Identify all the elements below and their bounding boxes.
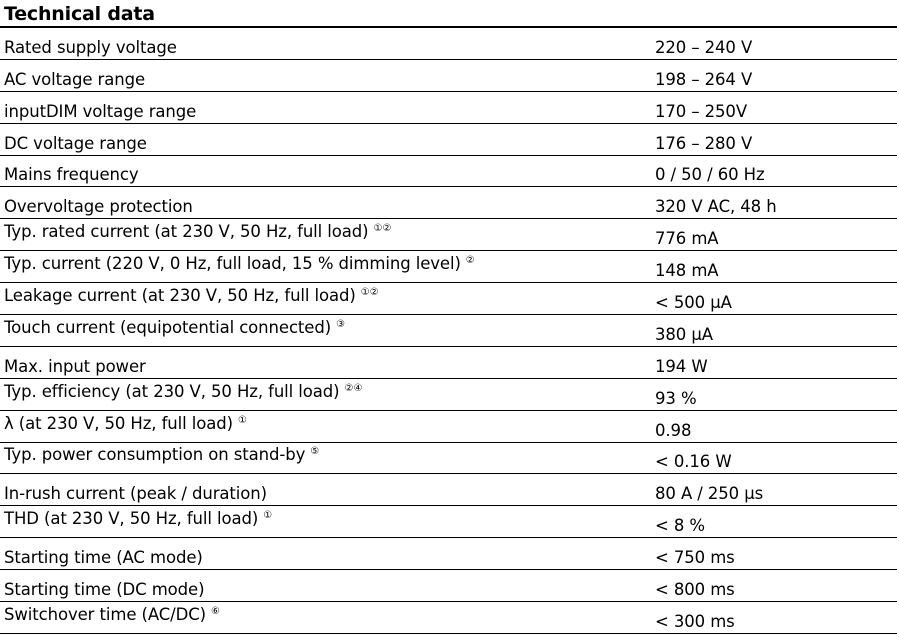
row-label-text: Rated supply voltage [4,37,177,57]
row-label [4,357,146,377]
table-row [0,443,897,475]
footnote-marker: ⑤ [310,446,320,458]
row-value: 80 A / 250 µs [655,484,764,504]
row-value: 320 V AC, 48 h [655,197,777,217]
row-label [4,165,139,185]
row-label [4,70,145,90]
row-label [4,484,267,504]
row-label [4,219,391,242]
footnote-marker: ③ [336,318,346,330]
row-label-text: Typ. efficiency (at 230 V, 50 Hz, full load) [4,381,340,401]
table-row [0,379,897,411]
row-label-text: Mains frequency [4,165,139,185]
row-value: < 500 µA [655,293,732,313]
row-label [4,602,220,625]
row-value: < 300 ms [655,611,735,631]
table-row [0,315,897,347]
table-row [0,60,897,92]
row-label-text: Max. input power [4,356,146,376]
row-label-text: Typ. power consumption on stand-by [4,445,306,465]
row-label [4,548,203,568]
row-label-text: AC voltage range [4,69,146,89]
table-row [0,602,897,634]
section-title: Technical data [4,3,155,25]
row-value: 0 / 50 / 60 Hz [655,165,765,185]
row-value: 170 – 250V [655,101,748,121]
technical-data-table [0,28,897,634]
row-label-text: DC voltage range [4,133,147,153]
row-value: 776 mA [655,229,719,249]
table-row [0,187,897,219]
footnote-marker: ①② [360,287,379,299]
table-row [0,347,897,379]
row-value: 148 mA [655,261,719,281]
row-label [4,134,147,154]
table-row [0,283,897,315]
row-value: 93 % [655,388,697,408]
row-label-text: Touch current (equipotential connected) [4,317,332,337]
table-row [0,570,897,602]
row-label-text: Typ. current (220 V, 0 Hz, full load, 15 % dimming level) [4,254,461,274]
row-label-text: THD (at 230 V, 50 Hz, full load) [4,509,259,529]
table-row [0,251,897,283]
row-label-text: Starting time (DC mode) [4,580,205,600]
row-label-text: Starting time (AC mode) [4,548,203,568]
row-value: 194 W [655,356,708,376]
row-label-text: In-rush current (peak / duration) [4,484,267,504]
row-value: 0.98 [655,420,692,440]
row-value: 380 µA [655,324,713,344]
table-row [0,92,897,124]
footnote-marker: ②④ [344,382,363,394]
row-value: < 800 ms [655,580,735,600]
footnote-marker: ⑥ [211,605,220,617]
row-value: < 8 % [655,516,705,536]
row-label [4,197,193,217]
row-label [4,251,475,274]
row-label-text: Overvoltage protection [4,197,193,217]
table-row [0,156,897,188]
row-label-text: Typ. rated current (at 230 V, 50 Hz, full load) [4,222,369,242]
row-label-text: Leakage current (at 230 V, 50 Hz, full load) [4,286,356,306]
table-row [0,28,897,60]
row-label [4,379,362,402]
row-value: 176 – 280 V [655,133,753,153]
row-label [4,315,345,338]
row-label [4,506,272,529]
table-row [0,411,897,443]
footnote-marker: ① [237,414,247,426]
row-value: < 750 ms [655,548,735,568]
footnote-marker: ① [263,510,273,522]
table-row [0,474,897,506]
row-value: < 0.16 W [655,452,732,472]
table-row [0,506,897,538]
table-row [0,538,897,570]
row-label [4,411,247,434]
row-label [4,38,177,58]
row-label [4,442,319,465]
row-value: 198 – 264 V [655,69,753,89]
table-row [0,219,897,251]
row-value: 220 – 240 V [655,37,753,57]
table-row [0,124,897,156]
row-label-text: Switchover time (AC/DC) [4,604,206,624]
row-label-text: inputDIM voltage range [4,101,197,121]
row-label [4,580,204,600]
footnote-marker: ② [465,255,475,267]
row-label-text: λ (at 230 V, 50 Hz, full load) [4,413,233,433]
footnote-marker: ①② [373,223,392,235]
row-label [4,283,379,306]
row-label [4,102,196,122]
